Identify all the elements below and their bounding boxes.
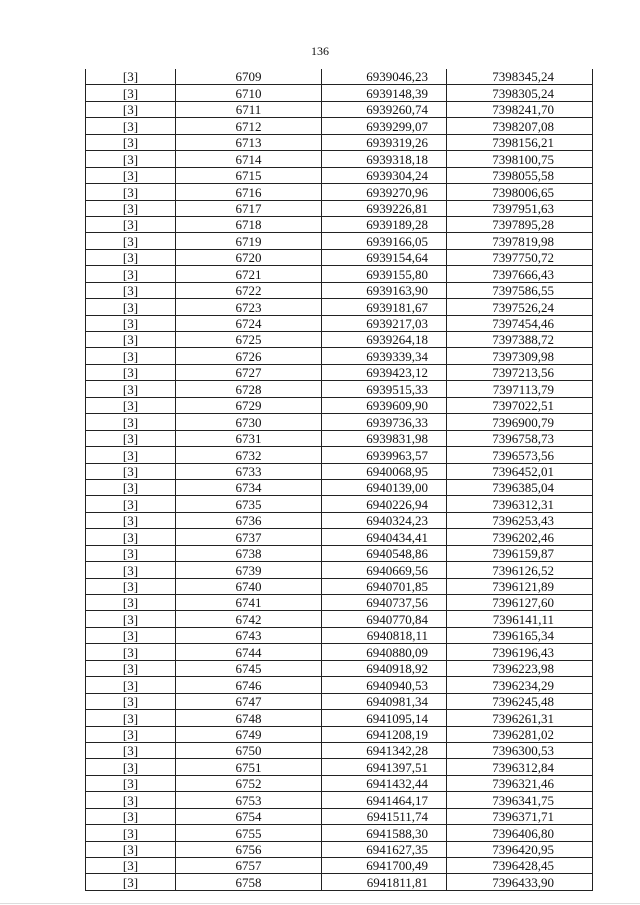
table-row: [86, 775, 593, 791]
ref-cell: [3]: [86, 266, 176, 282]
ref-cell: [3]: [86, 397, 176, 413]
ref-cell: [3]: [86, 512, 176, 528]
y-coordinate-cell: 7397113,79: [447, 381, 593, 397]
y-coordinate-cell: 7397526,24: [447, 299, 593, 315]
point-number-cell: 6746: [176, 677, 322, 693]
table-row: [86, 562, 593, 578]
ref-cell: [3]: [86, 184, 176, 200]
table-row: [86, 282, 593, 298]
table-row: [86, 430, 593, 446]
table-row: [86, 792, 593, 808]
table-row: [86, 184, 593, 200]
y-coordinate-cell: 7398207,08: [447, 118, 593, 134]
table-row: [86, 759, 593, 775]
table-row: [86, 529, 593, 545]
x-coordinate-cell: 6940940,53: [322, 677, 447, 693]
y-coordinate-cell: 7396281,02: [447, 726, 593, 742]
point-number-cell: 6727: [176, 364, 322, 380]
table-row: [86, 644, 593, 660]
y-coordinate-cell: 7396234,29: [447, 677, 593, 693]
y-coordinate-cell: 7397666,43: [447, 266, 593, 282]
x-coordinate-cell: 6941627,35: [322, 841, 447, 857]
ref-cell: [3]: [86, 315, 176, 331]
ref-cell: [3]: [86, 611, 176, 627]
page-number: 136: [311, 44, 329, 58]
point-number-cell: 6737: [176, 529, 322, 545]
x-coordinate-cell: 6940669,56: [322, 562, 447, 578]
x-coordinate-cell: 6939217,03: [322, 315, 447, 331]
point-number-cell: 6739: [176, 562, 322, 578]
point-number-cell: 6720: [176, 249, 322, 265]
ref-cell: [3]: [86, 430, 176, 446]
x-coordinate-cell: 6939270,96: [322, 184, 447, 200]
ref-cell: [3]: [86, 874, 176, 890]
x-coordinate-cell: 6939154,64: [322, 249, 447, 265]
table-row: [86, 479, 593, 495]
x-coordinate-cell: 6940770,84: [322, 611, 447, 627]
ref-cell: [3]: [86, 249, 176, 265]
y-coordinate-cell: 7397388,72: [447, 332, 593, 348]
x-coordinate-cell: 6939831,98: [322, 430, 447, 446]
y-coordinate-cell: 7396452,01: [447, 463, 593, 479]
table-row: [86, 463, 593, 479]
point-number-cell: 6743: [176, 627, 322, 643]
table-row: [86, 118, 593, 134]
y-coordinate-cell: 7396300,53: [447, 742, 593, 758]
table-row: [86, 216, 593, 232]
table-row: [86, 266, 593, 282]
ref-cell: [3]: [86, 677, 176, 693]
point-number-cell: 6733: [176, 463, 322, 479]
ref-cell: [3]: [86, 660, 176, 676]
x-coordinate-cell: 6940226,94: [322, 496, 447, 512]
ref-cell: [3]: [86, 216, 176, 232]
ref-cell: [3]: [86, 710, 176, 726]
point-number-cell: 6719: [176, 233, 322, 249]
table-row: [86, 545, 593, 561]
x-coordinate-cell: 6940880,09: [322, 644, 447, 660]
x-coordinate-cell: 6939046,23: [322, 69, 447, 85]
table-row: [86, 134, 593, 150]
y-coordinate-cell: 7397586,55: [447, 282, 593, 298]
y-coordinate-cell: 7396127,60: [447, 595, 593, 611]
ref-cell: [3]: [86, 167, 176, 183]
point-number-cell: 6713: [176, 134, 322, 150]
table-row: [86, 627, 593, 643]
x-coordinate-cell: 6939339,34: [322, 348, 447, 364]
x-coordinate-cell: 6940737,56: [322, 595, 447, 611]
ref-cell: [3]: [86, 775, 176, 791]
ref-cell: [3]: [86, 151, 176, 167]
point-number-cell: 6728: [176, 381, 322, 397]
point-number-cell: 6753: [176, 792, 322, 808]
x-coordinate-cell: 6941511,74: [322, 808, 447, 824]
table-row: [86, 85, 593, 101]
ref-cell: [3]: [86, 825, 176, 841]
y-coordinate-cell: 7396165,34: [447, 627, 593, 643]
y-coordinate-cell: 7396202,46: [447, 529, 593, 545]
ref-cell: [3]: [86, 841, 176, 857]
x-coordinate-cell: 6941342,28: [322, 742, 447, 758]
y-coordinate-cell: 7397951,63: [447, 200, 593, 216]
y-coordinate-cell: 7396385,04: [447, 479, 593, 495]
point-number-cell: 6751: [176, 759, 322, 775]
table-row: [86, 414, 593, 430]
point-number-cell: 6740: [176, 578, 322, 594]
x-coordinate-cell: 6939318,18: [322, 151, 447, 167]
point-number-cell: 6725: [176, 332, 322, 348]
table-row: [86, 611, 593, 627]
x-coordinate-cell: 6939181,67: [322, 299, 447, 315]
y-coordinate-cell: 7396341,75: [447, 792, 593, 808]
point-number-cell: 6755: [176, 825, 322, 841]
x-coordinate-cell: 6941700,49: [322, 858, 447, 874]
point-number-cell: 6757: [176, 858, 322, 874]
x-coordinate-cell: 6939166,05: [322, 233, 447, 249]
table-row: [86, 710, 593, 726]
x-coordinate-cell: 6940981,34: [322, 693, 447, 709]
table-row: [86, 841, 593, 857]
point-number-cell: 6714: [176, 151, 322, 167]
ref-cell: [3]: [86, 858, 176, 874]
x-coordinate-cell: 6939736,33: [322, 414, 447, 430]
y-coordinate-cell: 7397895,28: [447, 216, 593, 232]
point-number-cell: 6756: [176, 841, 322, 857]
table-row: [86, 512, 593, 528]
point-number-cell: 6723: [176, 299, 322, 315]
table-row: [86, 200, 593, 216]
x-coordinate-cell: 6939226,81: [322, 200, 447, 216]
point-number-cell: 6712: [176, 118, 322, 134]
y-coordinate-cell: 7396312,31: [447, 496, 593, 512]
table-row: [86, 742, 593, 758]
point-number-cell: 6748: [176, 710, 322, 726]
ref-cell: [3]: [86, 101, 176, 117]
ref-cell: [3]: [86, 578, 176, 594]
point-number-cell: 6741: [176, 595, 322, 611]
x-coordinate-cell: 6939264,18: [322, 332, 447, 348]
x-coordinate-cell: 6939319,26: [322, 134, 447, 150]
y-coordinate-cell: 7396121,89: [447, 578, 593, 594]
coordinates-table: [85, 69, 593, 891]
y-coordinate-cell: 7398156,21: [447, 134, 593, 150]
point-number-cell: 6735: [176, 496, 322, 512]
y-coordinate-cell: 7396223,98: [447, 660, 593, 676]
table-row: [86, 578, 593, 594]
point-number-cell: 6710: [176, 85, 322, 101]
ref-cell: [3]: [86, 479, 176, 495]
y-coordinate-cell: 7397454,46: [447, 315, 593, 331]
y-coordinate-cell: 7396196,43: [447, 644, 593, 660]
point-number-cell: 6745: [176, 660, 322, 676]
x-coordinate-cell: 6939299,07: [322, 118, 447, 134]
ref-cell: [3]: [86, 726, 176, 742]
ref-cell: [3]: [86, 118, 176, 134]
point-number-cell: 6738: [176, 545, 322, 561]
ref-cell: [3]: [86, 627, 176, 643]
point-number-cell: 6752: [176, 775, 322, 791]
x-coordinate-cell: 6941432,44: [322, 775, 447, 791]
x-coordinate-cell: 6941588,30: [322, 825, 447, 841]
x-coordinate-cell: 6939148,39: [322, 85, 447, 101]
y-coordinate-cell: 7397213,56: [447, 364, 593, 380]
x-coordinate-cell: 6940818,11: [322, 627, 447, 643]
ref-cell: [3]: [86, 134, 176, 150]
ref-cell: [3]: [86, 200, 176, 216]
x-coordinate-cell: 6939609,90: [322, 397, 447, 413]
x-coordinate-cell: 6939260,74: [322, 101, 447, 117]
x-coordinate-cell: 6939163,90: [322, 282, 447, 298]
y-coordinate-cell: 7396371,71: [447, 808, 593, 824]
y-coordinate-cell: 7396406,80: [447, 825, 593, 841]
ref-cell: [3]: [86, 364, 176, 380]
point-number-cell: 6709: [176, 69, 322, 85]
table-row: [86, 348, 593, 364]
point-number-cell: 6711: [176, 101, 322, 117]
point-number-cell: 6754: [176, 808, 322, 824]
ref-cell: [3]: [86, 282, 176, 298]
y-coordinate-cell: 7396141,11: [447, 611, 593, 627]
point-number-cell: 6742: [176, 611, 322, 627]
point-number-cell: 6747: [176, 693, 322, 709]
y-coordinate-cell: 7396758,73: [447, 430, 593, 446]
point-number-cell: 6736: [176, 512, 322, 528]
ref-cell: [3]: [86, 381, 176, 397]
point-number-cell: 6749: [176, 726, 322, 742]
point-number-cell: 6718: [176, 216, 322, 232]
point-number-cell: 6715: [176, 167, 322, 183]
x-coordinate-cell: 6940068,95: [322, 463, 447, 479]
table-row: [86, 660, 593, 676]
ref-cell: [3]: [86, 693, 176, 709]
point-number-cell: 6722: [176, 282, 322, 298]
ref-cell: [3]: [86, 69, 176, 85]
point-number-cell: 6744: [176, 644, 322, 660]
y-coordinate-cell: 7396159,87: [447, 545, 593, 561]
point-number-cell: 6731: [176, 430, 322, 446]
table-row: [86, 69, 593, 85]
y-coordinate-cell: 7397819,98: [447, 233, 593, 249]
x-coordinate-cell: 6939304,24: [322, 167, 447, 183]
point-number-cell: 6750: [176, 742, 322, 758]
table-row: [86, 693, 593, 709]
ref-cell: [3]: [86, 644, 176, 660]
x-coordinate-cell: 6940434,41: [322, 529, 447, 545]
x-coordinate-cell: 6940139,00: [322, 479, 447, 495]
y-coordinate-cell: 7396253,43: [447, 512, 593, 528]
ref-cell: [3]: [86, 447, 176, 463]
y-coordinate-cell: 7397022,51: [447, 397, 593, 413]
y-coordinate-cell: 7398006,65: [447, 184, 593, 200]
y-coordinate-cell: 7396321,46: [447, 775, 593, 791]
ref-cell: [3]: [86, 233, 176, 249]
y-coordinate-cell: 7397309,98: [447, 348, 593, 364]
table-row: [86, 874, 593, 890]
ref-cell: [3]: [86, 759, 176, 775]
x-coordinate-cell: 6939963,57: [322, 447, 447, 463]
x-coordinate-cell: 6941397,51: [322, 759, 447, 775]
ref-cell: [3]: [86, 545, 176, 561]
table-row: [86, 233, 593, 249]
ref-cell: [3]: [86, 85, 176, 101]
page-edge-line: [0, 903, 640, 904]
x-coordinate-cell: 6939515,33: [322, 381, 447, 397]
x-coordinate-cell: 6940918,92: [322, 660, 447, 676]
y-coordinate-cell: 7396261,31: [447, 710, 593, 726]
ref-cell: [3]: [86, 332, 176, 348]
table-row: [86, 825, 593, 841]
x-coordinate-cell: 6939423,12: [322, 364, 447, 380]
table-row: [86, 677, 593, 693]
table-row: [86, 299, 593, 315]
table-row: [86, 364, 593, 380]
y-coordinate-cell: 7396573,56: [447, 447, 593, 463]
y-coordinate-cell: 7397750,72: [447, 249, 593, 265]
table-row: [86, 167, 593, 183]
y-coordinate-cell: 7396126,52: [447, 562, 593, 578]
ref-cell: [3]: [86, 742, 176, 758]
x-coordinate-cell: 6940548,86: [322, 545, 447, 561]
y-coordinate-cell: 7396900,79: [447, 414, 593, 430]
x-coordinate-cell: 6941095,14: [322, 710, 447, 726]
ref-cell: [3]: [86, 414, 176, 430]
point-number-cell: 6721: [176, 266, 322, 282]
table-row: [86, 496, 593, 512]
point-number-cell: 6717: [176, 200, 322, 216]
y-coordinate-cell: 7398100,75: [447, 151, 593, 167]
point-number-cell: 6734: [176, 479, 322, 495]
table-row: [86, 808, 593, 824]
x-coordinate-cell: 6940324,23: [322, 512, 447, 528]
point-number-cell: 6726: [176, 348, 322, 364]
x-coordinate-cell: 6939155,80: [322, 266, 447, 282]
ref-cell: [3]: [86, 595, 176, 611]
point-number-cell: 6732: [176, 447, 322, 463]
y-coordinate-cell: 7398241,70: [447, 101, 593, 117]
point-number-cell: 6758: [176, 874, 322, 890]
ref-cell: [3]: [86, 496, 176, 512]
x-coordinate-cell: 6941208,19: [322, 726, 447, 742]
point-number-cell: 6724: [176, 315, 322, 331]
table-row: [86, 595, 593, 611]
table-row: [86, 726, 593, 742]
point-number-cell: 6729: [176, 397, 322, 413]
x-coordinate-cell: 6940701,85: [322, 578, 447, 594]
y-coordinate-cell: 7396433,90: [447, 874, 593, 890]
point-number-cell: 6730: [176, 414, 322, 430]
table-row: [86, 858, 593, 874]
x-coordinate-cell: 6941811,81: [322, 874, 447, 890]
y-coordinate-cell: 7398055,58: [447, 167, 593, 183]
y-coordinate-cell: 7398305,24: [447, 85, 593, 101]
y-coordinate-cell: 7396428,45: [447, 858, 593, 874]
y-coordinate-cell: 7396312,84: [447, 759, 593, 775]
ref-cell: [3]: [86, 348, 176, 364]
table-row: [86, 332, 593, 348]
table-row: [86, 397, 593, 413]
x-coordinate-cell: 6941464,17: [322, 792, 447, 808]
ref-cell: [3]: [86, 529, 176, 545]
table-row: [86, 101, 593, 117]
x-coordinate-cell: 6939189,28: [322, 216, 447, 232]
table-row: [86, 315, 593, 331]
y-coordinate-cell: 7396420,95: [447, 841, 593, 857]
table-row: [86, 381, 593, 397]
table-row: [86, 249, 593, 265]
ref-cell: [3]: [86, 463, 176, 479]
ref-cell: [3]: [86, 299, 176, 315]
ref-cell: [3]: [86, 808, 176, 824]
y-coordinate-cell: 7396245,48: [447, 693, 593, 709]
point-number-cell: 6716: [176, 184, 322, 200]
ref-cell: [3]: [86, 562, 176, 578]
y-coordinate-cell: 7398345,24: [447, 69, 593, 85]
ref-cell: [3]: [86, 792, 176, 808]
table-row: [86, 151, 593, 167]
table-row: [86, 447, 593, 463]
coordinates-table-body: [86, 69, 593, 890]
